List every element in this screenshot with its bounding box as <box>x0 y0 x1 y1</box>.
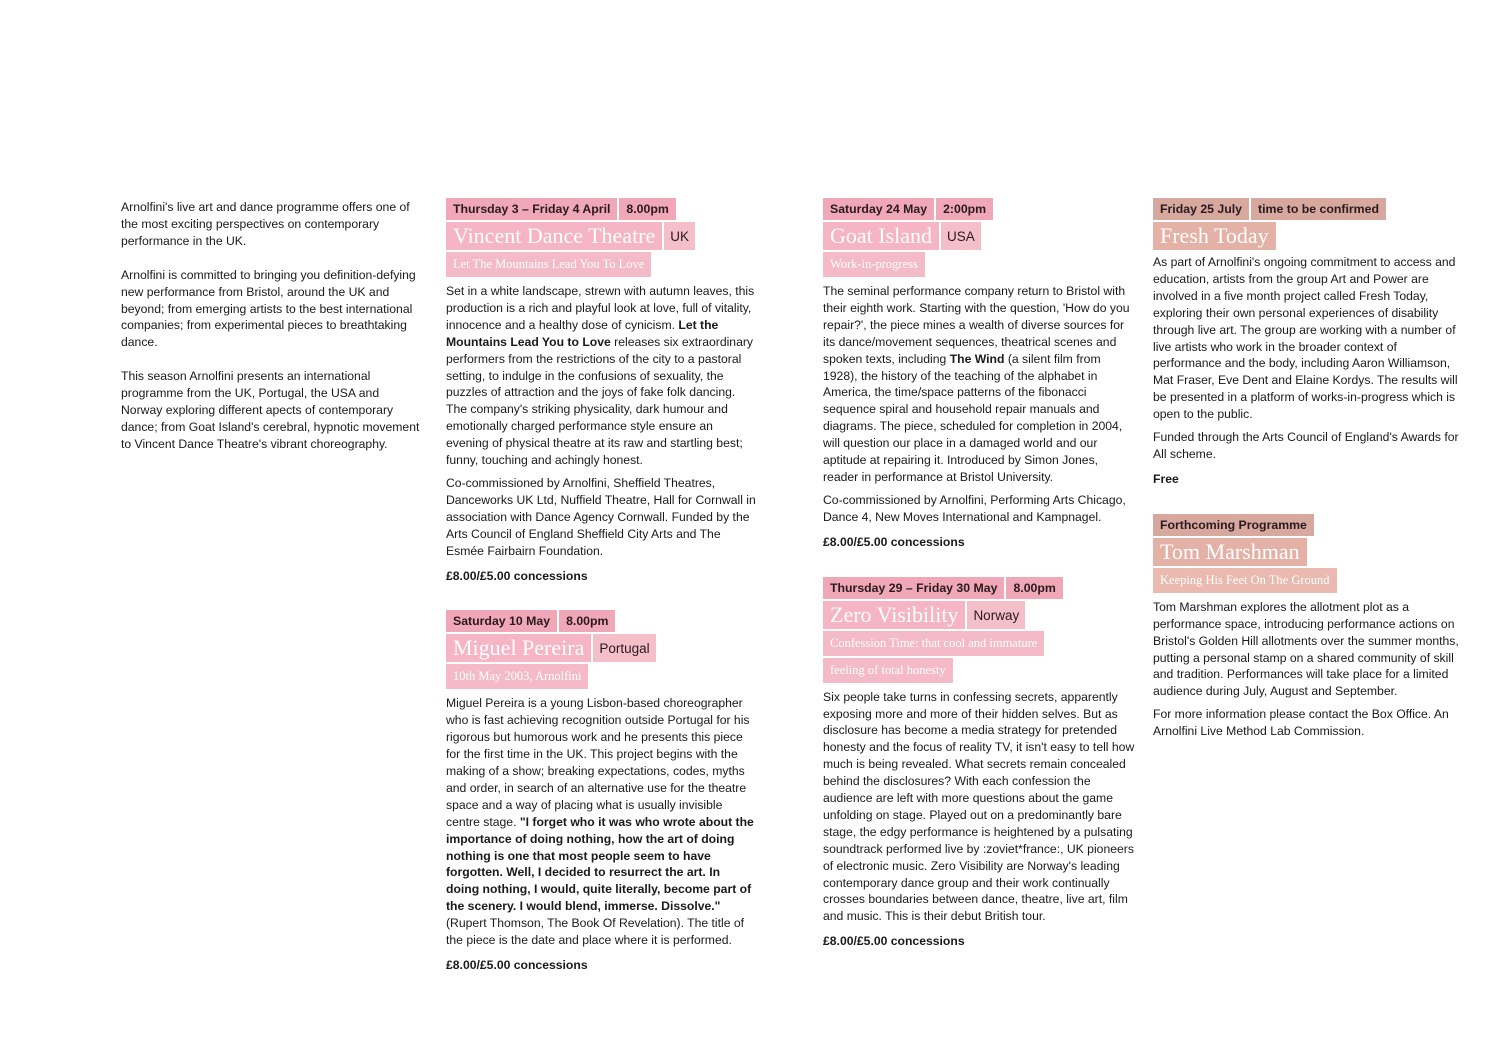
events-column-3 <box>823 198 1135 956</box>
event-subtitle: Confession Time: that cool and immature <box>823 631 1044 656</box>
event-title: Fresh Today <box>1153 222 1276 250</box>
event-funding: Funded through the Arts Council of England's Awards for All scheme. <box>1153 430 1459 461</box>
event-country: USA <box>941 222 981 250</box>
events-column-4 <box>1153 198 1463 746</box>
event-date: Friday 25 July <box>1153 198 1249 220</box>
section-heading: Forthcoming Programme <box>1153 514 1314 536</box>
event-description: Tom Marshman explores the allotment plot as a performance space, introducing performance actions on Bristol's Golden Hill allotments over the summer months, putting a personal stamp on a shared community of skill and tradition. Performances will take place for a limited audience during July, August and September. <box>1153 599 1459 699</box>
event-title: Vincent Dance Theatre <box>446 222 662 250</box>
event-goat <box>823 198 1135 551</box>
event-subtitle: Let The Mountains Lead You To Love <box>446 252 651 277</box>
event-vincent <box>446 198 756 584</box>
event-title: Miguel Pereira <box>446 634 591 662</box>
event-date: Thursday 29 – Friday 30 May <box>823 577 1004 599</box>
event-time: 8.00pm <box>619 198 675 220</box>
event-country: Norway <box>967 601 1025 629</box>
event-country: Portugal <box>593 634 655 662</box>
event-subtitle: Keeping His Feet On The Ground <box>1153 568 1337 593</box>
events-column-2 <box>446 198 756 980</box>
event-title: Goat Island <box>823 222 939 250</box>
event-title: Zero Visibility <box>823 601 965 629</box>
event-credits: Co-commissioned by Arnolfini, Performing Arts Chicago, Dance 4, New Moves International and Kampnagel. <box>823 492 1126 524</box>
intro-paragraph: Arnolfini is committed to bringing you definition-defying new performance from Bristol, around the UK and beyond; from emerging artists to the best international companies; from experimental pieces to breathtaking dance. <box>121 267 416 350</box>
event-price: Free <box>1153 471 1179 486</box>
event-date: Saturday 24 May <box>823 198 934 220</box>
event-description: Six people take turns in confessing secrets, apparently exposing more and more of their hidden selves. But as disclosure has become a media strategy for pretended honesty and the focus of reality TV, it isn't easy to tell how much is being revealed. What secrets remain concealed behind the disclosures? With each confession the audience are left with more questions about the game unfolding on stage. Played out on a predominantly bare stage, the edgy performance is heightened by a pulsating soundtrack performed live by :zoviet*france:, UK pioneers of electronic music. Zero Visibility are Norway's leading contemporary dance group and their work continually crosses boundaries between dance, theatre, live art, film and music. This is their debut British tour. <box>823 689 1135 924</box>
event-price: £8.00/£5.00 concessions <box>823 934 965 949</box>
event-contact: For more information please contact the Box Office. An Arnolfini Live Method Lab Commission. <box>1153 707 1449 739</box>
event-price: £8.00/£5.00 concessions <box>446 568 588 583</box>
event-date: Saturday 10 May <box>446 610 557 632</box>
event-tom <box>1153 514 1463 740</box>
event-price: £8.00/£5.00 concessions <box>446 958 588 972</box>
event-fresh <box>1153 198 1463 488</box>
event-time: time to be confirmed <box>1251 198 1386 220</box>
event-miguel <box>446 610 756 974</box>
event-subtitle: Work-in-progress <box>823 252 925 277</box>
event-description: Set in a white landscape, strewn with autumn leaves, this production is a rich and playful look at love, full of vitality, innocence and a healthy dose of cynicism. Let the Mountains Lead You to Love releases six extraordinary performers from the restrictions of the city to a pastoral setting, to indulge in the confusions of sexuality, the puzzles of attraction and the joys of fake folk dancing. The company's striking physicality, dark humour and emotionally charged performance style ensure an evening of physical theatre at its raw and startling best; funny, touching and achingly honest. <box>446 284 755 468</box>
event-time: 8.00pm <box>559 610 615 632</box>
event-country: UK <box>664 222 695 250</box>
event-time: 2:00pm <box>936 198 993 220</box>
intro-column <box>121 199 421 470</box>
event-subtitle: 10th May 2003, Arnolfini <box>446 664 588 689</box>
event-credits: Co-commissioned by Arnolfini, Sheffield Theatres, Danceworks UK Ltd, Nuffield Theatre, Hall for Cornwall in association with Dance Agency Cornwall. Funded by the Arts Council of England Sheffield City Arts and The Esmée Fairbairn Foundation. <box>446 475 756 558</box>
event-description: The seminal performance company return to Bristol with their eighth work. Starting with the question, 'How do you repair?', the piece mines a wealth of diverse sources for its dance/movement sequences, theatrical scenes and spoken texts, including The Wind (a silent film from 1928), the history of the teaching of the alphabet in America, the time/space patterns of the fibonacci sequence spiral and household repair manuals and diagrams. The piece, scheduled for completion in 2004, will question our place in a damaged world and our aptitude at repairing it. Introduced by Simon Jones, reader in performance at Bristol University. <box>823 284 1130 484</box>
event-description: As part of Arnolfini's ongoing commitment to access and education, artists from the group Art and Power are involved in a five month project called Fresh Today, exploring their own personal experiences of disability through live art. The group are working with a number of live artists who work in the broader context of performance and the body, including Aaron Williamson, Mat Fraser, Eve Dent and Elaine Kordys. The results will be presented in a platform of works-in-progress which is open to the public. <box>1153 255 1458 422</box>
event-subtitle: feeling of total honesty <box>823 658 953 683</box>
event-title: Tom Marshman <box>1153 538 1307 566</box>
intro-paragraph: This season Arnolfini presents an international programme from the UK, Portugal, the USA and Norway exploring different apects of contemporary dance; from Goat Island's cerebral, hypnotic movement to Vincent Dance Theatre's vibrant choreography. <box>121 369 420 451</box>
event-date: Thursday 3 – Friday 4 April <box>446 198 617 220</box>
event-time: 8.00pm <box>1006 577 1062 599</box>
event-price: £8.00/£5.00 concessions <box>823 534 965 549</box>
event-zero <box>823 577 1135 951</box>
intro-paragraph: Arnolfini's live art and dance programme offers one of the most exciting perspectives on contemporary performance in the UK. <box>121 200 410 248</box>
event-description: Miguel Pereira is a young Lisbon-based choreographer who is fast achieving recognition outside Portugal for his rigorous but humorous work and he presents this piece for the first time in the UK. This project begins with the making of a show; breaking expectations, codes, myths and order, in search of an alternative use for the theatre space and a way of placing what is usually invisible centre stage. "I forget who it was who wrote about the importance of doing nothing, how the art of doing nothing is one that most people seem to have forgotten. Well, I decided to resurrect the art. In doing nothing, I would, quite literally, become part of the scenery. I would blend, immerse. Dissolve." (Rupert Thomson, The Book Of Revelation). The title of the piece is the date and place where it is performed. <box>446 696 754 948</box>
